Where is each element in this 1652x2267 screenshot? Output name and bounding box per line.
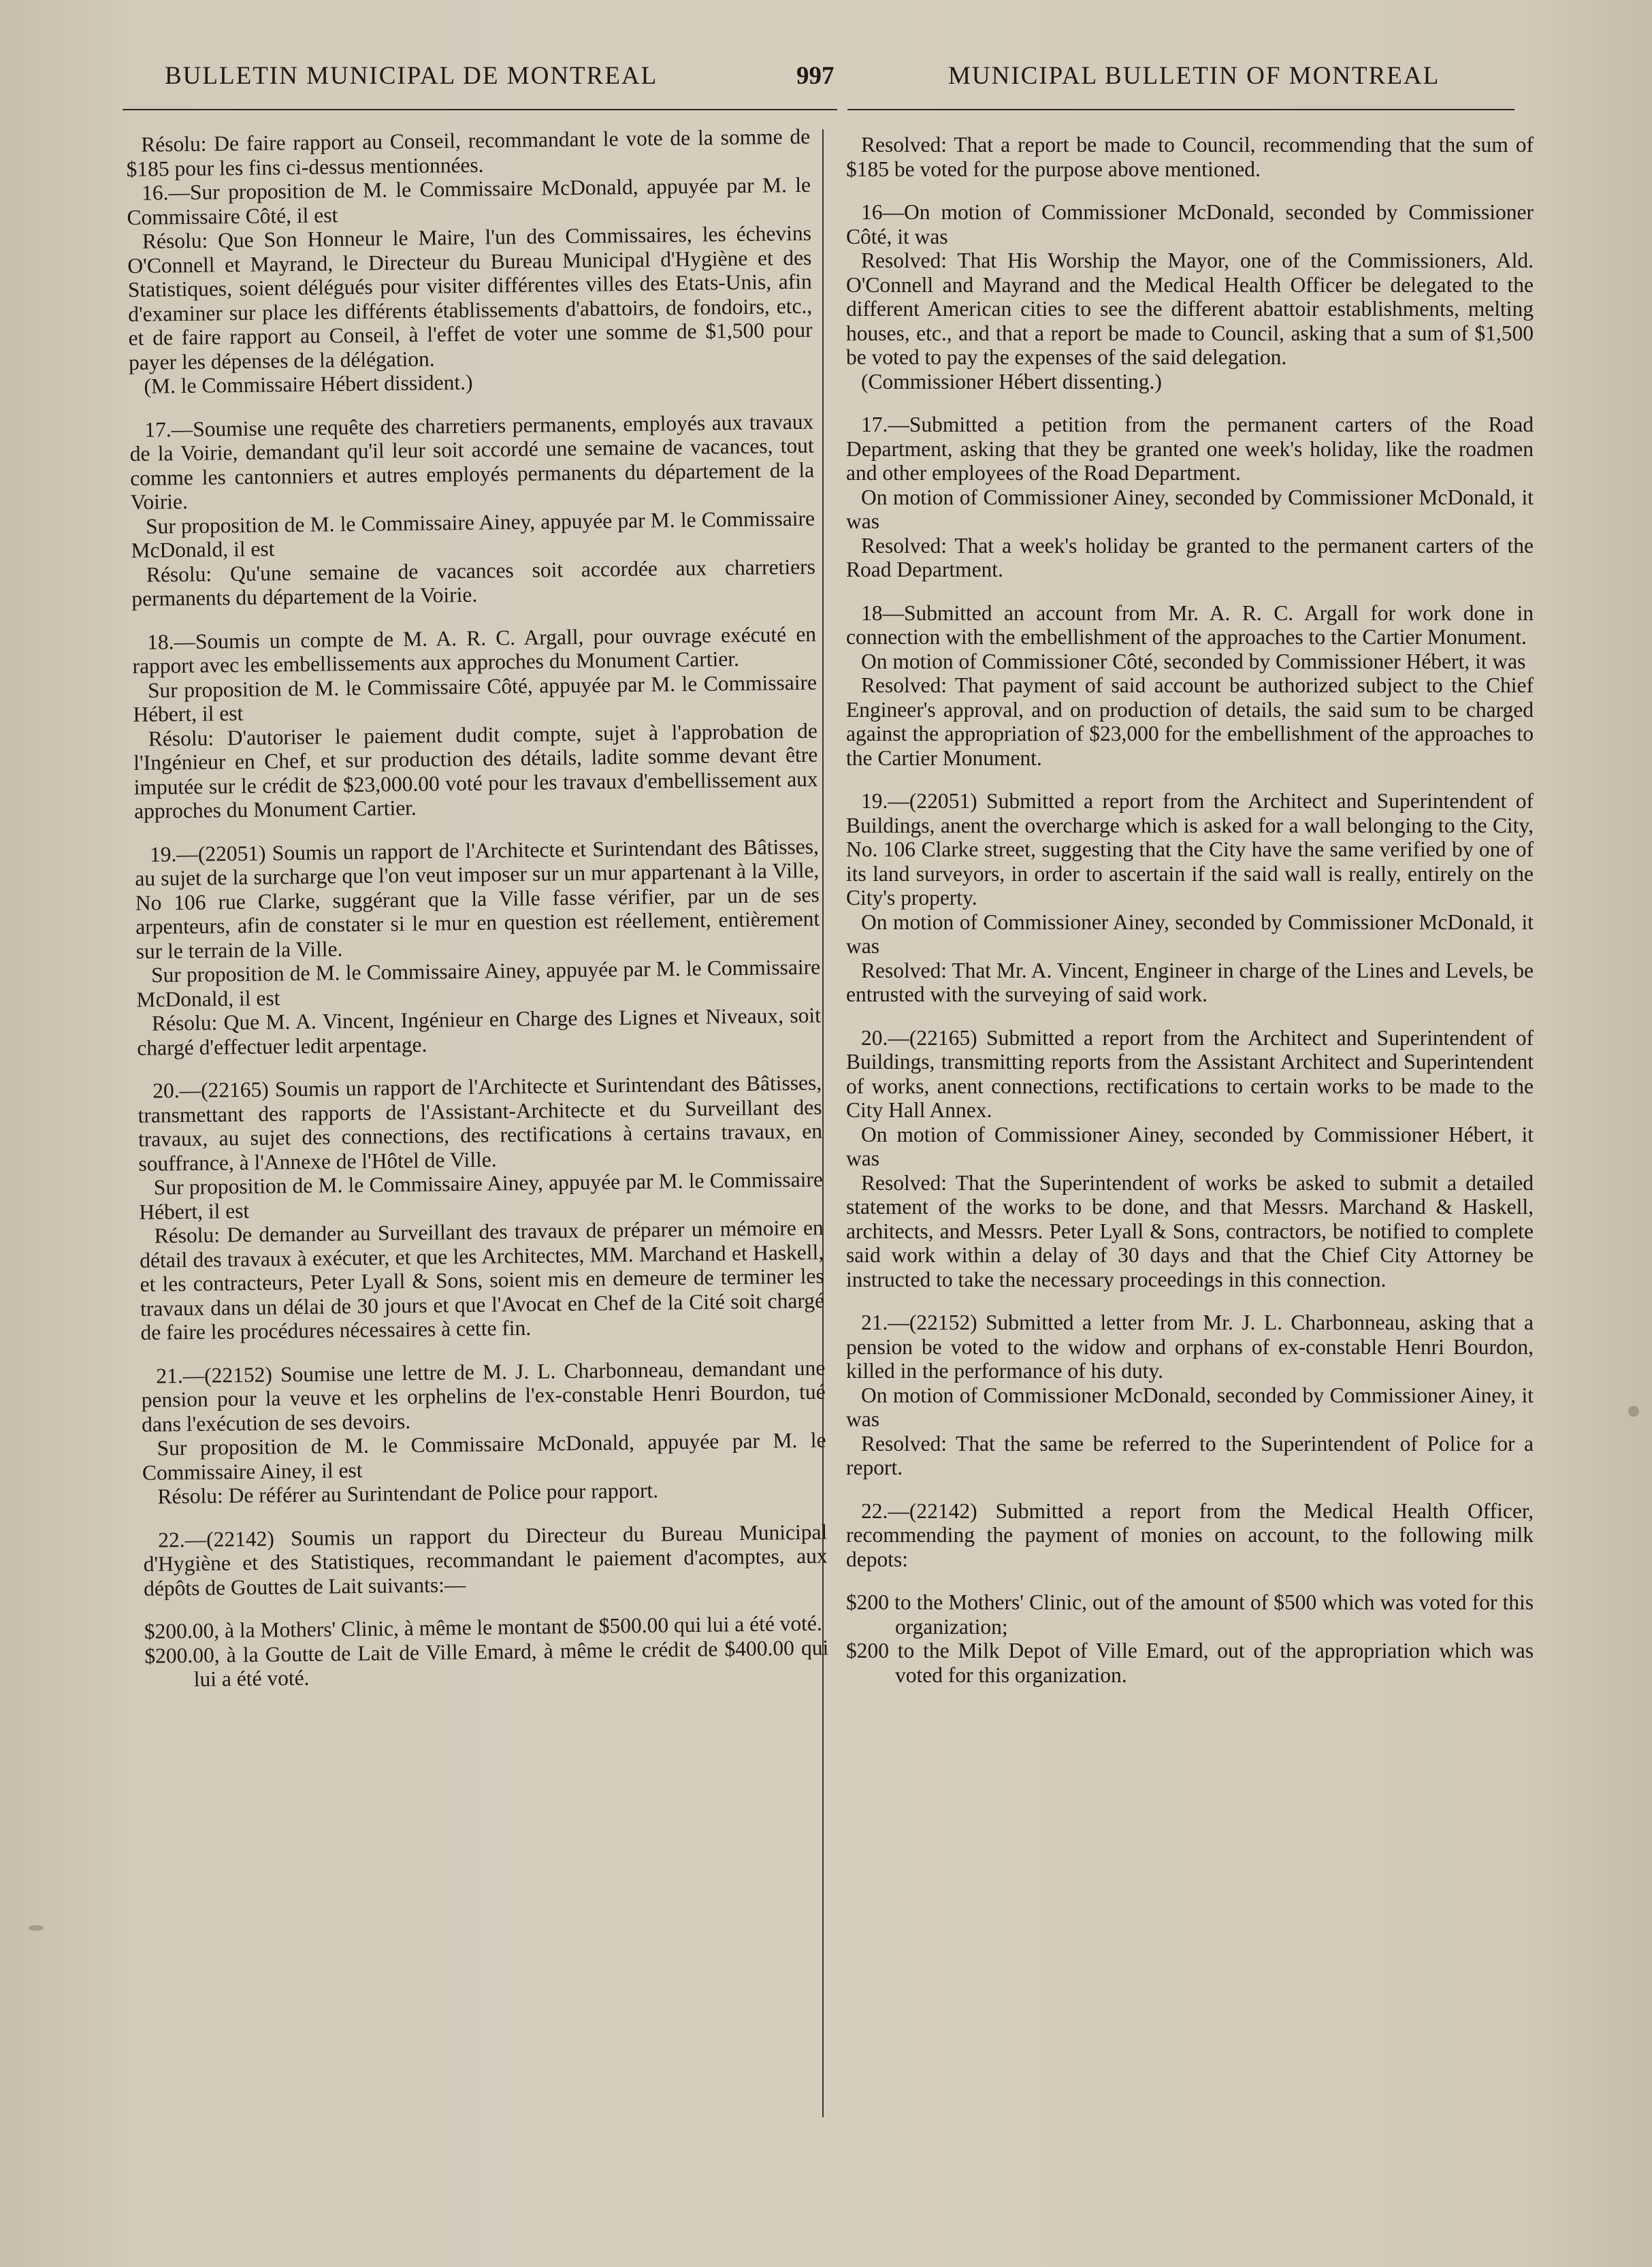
french-paragraph: 22.—(22142) Soumis un rapport du Directeur du Bureau Municipal d'Hygiène et des Statistiques, recommandant le paiement d'acomptes, aux dépôts de Gouttes de Lait suivants:— bbox=[143, 1520, 828, 1601]
paragraph-gap bbox=[846, 582, 1534, 601]
english-column bbox=[846, 133, 1534, 1687]
french-paragraph: Sur proposition de M. le Commissaire Ainey, appuyée par M. le Commissaire McDonald, il est bbox=[136, 954, 821, 1012]
english-paragraph: 22.—(22142) Submitted a report from the Medical Health Officer, recommending the payment of monies on account, to the following milk depots: bbox=[846, 1498, 1534, 1571]
french-paragraph: 16.—Sur proposition de M. le Commissaire McDonald, appuyée par M. le Commissaire Côté, il est bbox=[127, 172, 811, 229]
column-divider bbox=[822, 129, 824, 2117]
french-paragraph: Résolu: De demander au Surveillant des travaux de préparer un mémoire en détail des travaux à exécuter, et que les Architectes, MM. Marchand et Haskell, et les contracteurs, Peter Lyall & Sons, soient mis en demeure de terminer les travaux dans un délai de 30 jours et que l'Avocat en Chef de la Cité soit chargé de faire les procédures nécessaires à cette fin. bbox=[140, 1215, 825, 1345]
english-paragraph: On motion of Commissioner Ainey, seconded by Commissioner McDonald, it was bbox=[846, 485, 1534, 533]
french-paragraph: $200.00, à la Goutte de Lait de Ville Emard, à même le crédit de $400.00 qui lui a été voté. bbox=[144, 1635, 829, 1691]
header-rule-right bbox=[847, 109, 1515, 110]
french-paragraph: Sur proposition de M. le Commissaire Ainey, appuyée par M. le Commissaire McDonald, il est bbox=[131, 506, 815, 562]
paragraph-gap bbox=[846, 1571, 1534, 1590]
english-paragraph: Resolved: That a report be made to Council, recommending that the sum of $185 be voted for the purpose above mentioned. bbox=[846, 133, 1534, 181]
english-paragraph: $200 to the Mothers' Clinic, out of the amount of $500 which was voted for this organization; bbox=[846, 1590, 1534, 1639]
french-paragraph: 18.—Soumis un compte de M. A. R. C. Argall, pour ouvrage exécuté en rapport avec les embellissements aux approches du Monument Cartier. bbox=[132, 622, 817, 678]
english-paragraph: On motion of Commissioner Ainey, seconded by Commissioner McDonald, it was bbox=[846, 910, 1534, 958]
paper-mark bbox=[29, 1925, 44, 1931]
english-paragraph: Resolved: That the same be referred to the Superintendent of Police for a report. bbox=[846, 1431, 1534, 1479]
english-paragraph: 20.—(22165) Submitted a report from the Architect and Superintendent of Buildings, transmitting reports from the Assistant Architect and Superintendent of works, anent connections, rectifications to certain works to be made to the City Hall Annex. bbox=[846, 1025, 1534, 1122]
page-number: 997 bbox=[796, 62, 835, 90]
english-paragraph: Resolved: That Mr. A. Vincent, Engineer in charge of the Lines and Levels, be entrusted with the surveying of said work. bbox=[846, 958, 1534, 1006]
english-paragraph: 17.—Submitted a petition from the permanent carters of the Road Department, asking that they be granted one week's holiday, like the roadmen and other employees of the Road Department. bbox=[846, 413, 1534, 485]
french-paragraph: $200.00, à la Mothers' Clinic, à même le montant de $500.00 qui lui a été voté. bbox=[144, 1611, 823, 1643]
english-paragraph: Resolved: That His Worship the Mayor, one of the Commissioners, Ald. O'Connell and Mayrand and the Medical Health Officer be delegated to the different American cities to see the different abattoir establishments, melting houses, etc., and that a report be made to Council, asking that a sum of $1,500 be voted to pay the expenses of the said delegation. bbox=[846, 248, 1534, 369]
paragraph-gap bbox=[846, 1480, 1534, 1499]
french-paragraph: 21.—(22152) Soumise une lettre de M. J. L. Charbonneau, demandant une pension pour la veuve et les orphelins de l'ex-constable Henri Bourdon, tué dans l'exécution de ses devoirs. bbox=[141, 1355, 826, 1436]
english-paragraph: 18—Submitted an account from Mr. A. R. C. Argall for work done in connection with the embellishment of the approaches to the Cartier Monument. bbox=[846, 600, 1534, 649]
french-paragraph: Sur proposition de M. le Commissaire Côté, appuyée par M. le Commissaire Hébert, il est bbox=[133, 670, 817, 726]
english-paragraph: Resolved: That a week's holiday be granted to the permanent carters of the Road Department. bbox=[846, 533, 1534, 581]
header-rule-left bbox=[123, 109, 837, 110]
french-paragraph: Résolu: De faire rapport au Conseil, recommandant le vote de la somme de $185 pour les fins ci-dessus mentionnées. bbox=[126, 124, 811, 181]
english-paragraph: $200 to the Milk Depot of Ville Emard, out of the appropriation which was voted for this organization. bbox=[846, 1639, 1534, 1687]
header-right-title: MUNICIPAL BULLETIN OF MONTREAL bbox=[948, 62, 1440, 90]
english-paragraph: 21.—(22152) Submitted a letter from Mr. J. L. Charbonneau, asking that a pension be voted to the widow and orphans of ex-constable Henri Bourdon, killed in the performance of his duty. bbox=[846, 1311, 1534, 1383]
french-paragraph: Résolu: Que M. A. Vincent, Ingénieur en Charge des Lignes et Niveaux, soit chargé d'effectuer ledit arpentage. bbox=[137, 1003, 822, 1060]
french-paragraph: (M. le Commissaire Hébert dissident.) bbox=[144, 370, 473, 398]
paragraph-gap bbox=[846, 393, 1534, 413]
header-left-title: BULLETIN MUNICIPAL DE MONTREAL bbox=[165, 62, 658, 90]
french-paragraph: Résolu: Que Son Honneur le Maire, l'un des Commissaires, les échevins O'Connell et Mayrand, le Directeur du Bureau Municipal d'Hygiène et des Statistiques, soient délégués pour visiter différentes villes des Etats-Unis, afin d'examiner sur place les différents établissements d'abattoirs, de fondoirs, etc., et de faire rapport au Conseil, à l'effet de voter une somme de $1,500 pour payer les dépenses de la délégation. bbox=[127, 221, 813, 374]
french-paragraph: 20.—(22165) Soumis un rapport de l'Architecte et Surintendant des Bâtisses, transmettant des rapports de l'Assistant-Architecte et du Surveillant des travaux, au sujet des connections, des rectifications à certains travaux, en souffrance, à l'Annexe de l'Hôtel de Ville. bbox=[137, 1070, 823, 1176]
english-paragraph: (Commissioner Hébert dissenting.) bbox=[861, 369, 1162, 393]
french-paragraph: Résolu: D'autoriser le paiement dudit compte, sujet à l'approbation de l'Ingénieur en Chef, et sur production des détails, ladite somme devant être imputée sur le crédit de $23,000.00 voté pour les travaux d'embellissement aux approches du Monument Cartier. bbox=[133, 718, 818, 823]
paragraph-gap bbox=[846, 1007, 1534, 1026]
french-paragraph: 19.—(22051) Soumis un rapport de l'Architecte et Surintendant des Bâtisses, au sujet de la surcharge que l'on veut imposer sur un mur appartenant à la Ville, No 106 rue Clarke, suggérant que la Ville fasse vérifier, par un de ses arpenteurs, afin de constater si le mur en question est réellement, entièrement sur le terrain de la Ville. bbox=[135, 834, 820, 963]
english-paragraph: On motion of Commissioner McDonald, seconded by Commissioner Ainey, it was bbox=[846, 1383, 1534, 1431]
paper-smudge bbox=[1628, 1406, 1639, 1417]
english-paragraph: 19.—(22051) Submitted a report from the Architect and Superintendent of Buildings, anent the overcharge which is asked for a wall belonging to the City, No. 106 Clarke street, suggesting that the City have the same verified by one of its land surveyors, in order to ascertain if the said wall is really, entirely on the City's property. bbox=[846, 789, 1534, 910]
french-paragraph: Résolu: De référer au Surintendant de Police pour rapport. bbox=[157, 1478, 659, 1509]
english-paragraph: On motion of Commissioner Côté, seconded by Commissioner Hébert, it was bbox=[861, 649, 1526, 673]
english-paragraph: On motion of Commissioner Ainey, seconded by Commissioner Hébert, it was bbox=[846, 1122, 1534, 1170]
english-paragraph: Resolved: That the Superintendent of works be asked to submit a detailed statement of the works to be done, and that Messrs. Marchand & Haskell, architects, and Messrs. Peter Lyall & Sons, contractors, be notified to complete said work within a delay of 30 days and that the Chief City Attorney be instructed to take the necessary proceedings in this connection. bbox=[846, 1170, 1534, 1291]
paragraph-gap bbox=[846, 770, 1534, 789]
french-paragraph: 17.—Soumise une requête des charretiers permanents, employés aux travaux de la Voirie, demandant qu'il leur soit accordé une semaine de vacances, tout comme les cantonniers et autres employés permanents du département de la Voirie. bbox=[129, 409, 815, 514]
paragraph-gap bbox=[846, 1291, 1534, 1311]
paragraph-gap bbox=[846, 181, 1534, 200]
english-paragraph: 16—On motion of Commissioner McDonald, seconded by Commissioner Côté, it was bbox=[846, 200, 1534, 248]
french-paragraph: Sur proposition de M. le Commissaire Ainey, appuyée par M. le Commissaire Hébert, il est bbox=[139, 1167, 824, 1224]
french-paragraph: Sur proposition de M. le Commissaire McDonald, appuyée par M. le Commissaire Ainey, il est bbox=[142, 1428, 826, 1485]
french-column bbox=[126, 125, 829, 1692]
english-paragraph: Resolved: That payment of said account be authorized subject to the Chief Engineer's approval, and on production of details, the said sum to be charged against the appropriation of $23,000 for the embellishment of the approaches to the Cartier Monument. bbox=[846, 673, 1534, 770]
page-header bbox=[0, 54, 1652, 109]
french-paragraph: Résolu: Qu'une semaine de vacances soit accordée aux charretiers permanents du département de la Voirie. bbox=[131, 554, 816, 611]
